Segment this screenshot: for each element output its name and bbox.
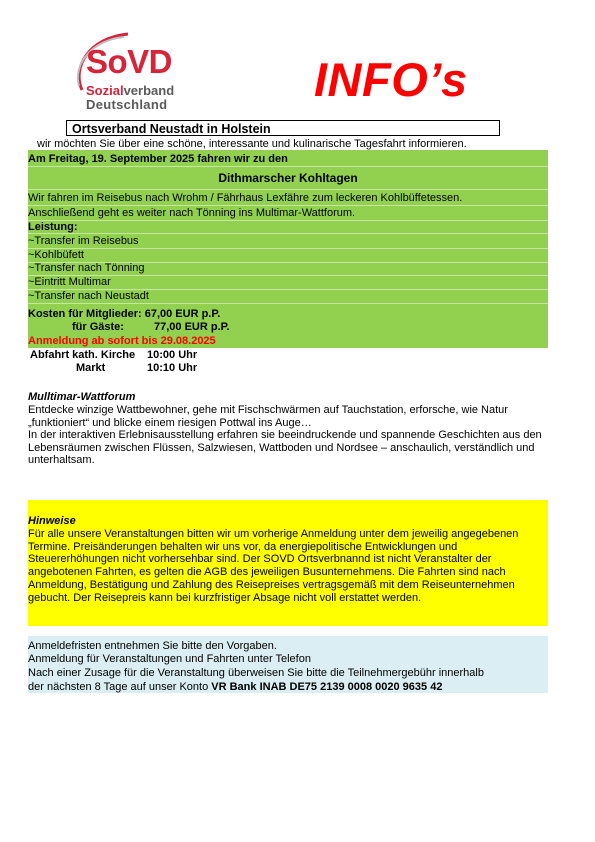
sovd-logo xyxy=(68,28,198,118)
row-divider xyxy=(28,189,548,190)
departure-label-2: Markt xyxy=(76,362,106,374)
anmeldung-line-3: Nach einer Zusage für die Veranstaltung überweisen Sie bitte die Teilnehmergebühr innerhalb xyxy=(28,667,484,679)
anmeldung-line-4 xyxy=(28,681,442,693)
leistung-label: Leistung: xyxy=(28,221,78,233)
leistung-item: ~Kohlbüfett xyxy=(28,249,84,261)
kosten-mitglieder: Kosten für Mitglieder: 67,00 EUR p.P. xyxy=(28,308,221,320)
trip-desc-2: Anschließend geht es weiter nach Tönning ins Multimar-Wattforum. xyxy=(28,207,356,219)
logo-subtitle-2: Deutschland xyxy=(86,97,168,112)
row-divider xyxy=(28,248,548,249)
multimar-title: Mulltimar-Wattforum xyxy=(28,391,136,403)
hinweise-title: Hinweise xyxy=(28,515,76,527)
leistung-item: ~Transfer nach Neustadt xyxy=(28,290,149,302)
anmeldung-line-1: Anmeldefristen entnehmen Sie bitte den Vorgaben. xyxy=(28,640,277,652)
kosten-gaeste-label: für Gäste: xyxy=(72,321,124,333)
logo-verband: verband xyxy=(123,83,175,98)
hinweise-text: Für alle unsere Veranstaltungen bitten wir um vorherige Anmeldung unter dem jeweilig angegebenen Termine. Preisänderungen behalten wir uns vor, da energiepolitische Entwicklungen und Steuererhöhungen nicht vorhersehbar sind. Der SOVD Ortsverbnannd ist nicht Veranstalter der angebotenen Fahrten, es gelten die AGB des jeweiligen Busunternehmens. Die Fahrten sind nach Anmeldung, Bestätigung und Zahlung des Reisepreises vertragsgemäß mit dem Reiseunternehmen gebucht. Der Reisepreis kann bei kurzfristiger Absage nicht voll erstattet werden. xyxy=(28,528,519,604)
departure-time-1: 10:00 Uhr xyxy=(147,349,198,361)
logo-sozial: Sozial xyxy=(86,83,124,98)
logo-brand-text: SoVD xyxy=(86,43,173,80)
departure-time-2: 10:10 Uhr xyxy=(147,362,198,374)
row-divider xyxy=(28,166,548,167)
multimar-para-1: Entdecke winzige Wattbewohner, gehe mit Fischschwärmen auf Tauchstation, erforsche, wie Natur „funktioniert“ und blicke einem riesigen Pottwal ins Auge… xyxy=(28,404,508,429)
multimar-para-2: In der interaktiven Erlebnisausstellung erfahren sie beeindruckende und spannende Geschichten aus den Lebensräumen zwischen Flüssen, Salzwiesen, Wattboden und Nordsee – anschaulich, verständlich und unterhaltsam. xyxy=(28,429,542,466)
anmeldung-line-2: Anmeldung für Veranstaltungen und Fahrten unter Telefon xyxy=(28,653,311,665)
trip-date-line: Am Freitag, 19. September 2025 fahren wir zu den xyxy=(28,153,288,165)
trip-title: Dithmarscher Kohltagen xyxy=(218,171,358,185)
bank-account: VR Bank INAB DE75 2139 0008 0020 9635 42 xyxy=(211,681,443,693)
anmeldung-info-box xyxy=(28,636,548,693)
multimar-text xyxy=(28,404,558,467)
departure-label-1: Abfahrt kath. Kirche xyxy=(30,349,136,361)
row-divider xyxy=(28,220,548,221)
trip-box xyxy=(28,150,548,348)
leistung-item: ~Transfer nach Tönning xyxy=(28,262,145,274)
row-divider xyxy=(28,303,548,304)
intro-text: wir möchten Sie über eine schöne, interessante und kulinarische Tagesfahrt informieren. xyxy=(37,138,467,150)
ortsverband-box: Ortsverband Neustadt in Holstein xyxy=(66,120,500,136)
leistung-item: ~Eintritt Multimar xyxy=(28,276,111,288)
anmeldung-deadline: Anmeldung ab sofort bis 29.08.2025 xyxy=(28,335,216,347)
konto-text: der nächsten 8 Tage auf unser Konto xyxy=(28,681,209,693)
trip-desc-1: Wir fahren im Reisebus nach Wrohm / Fährhaus Lexfähre zum leckeren Kohlbüffetessen. xyxy=(28,192,463,204)
leistung-item: ~Transfer im Reisebus xyxy=(28,235,139,247)
hinweise-box xyxy=(28,500,548,626)
row-divider xyxy=(28,205,548,206)
kosten-gaeste-value: 77,00 EUR p.P. xyxy=(154,321,230,333)
logo-subtitle-1 xyxy=(86,84,174,98)
row-divider xyxy=(28,233,548,234)
page-title: INFO’s xyxy=(314,53,468,106)
